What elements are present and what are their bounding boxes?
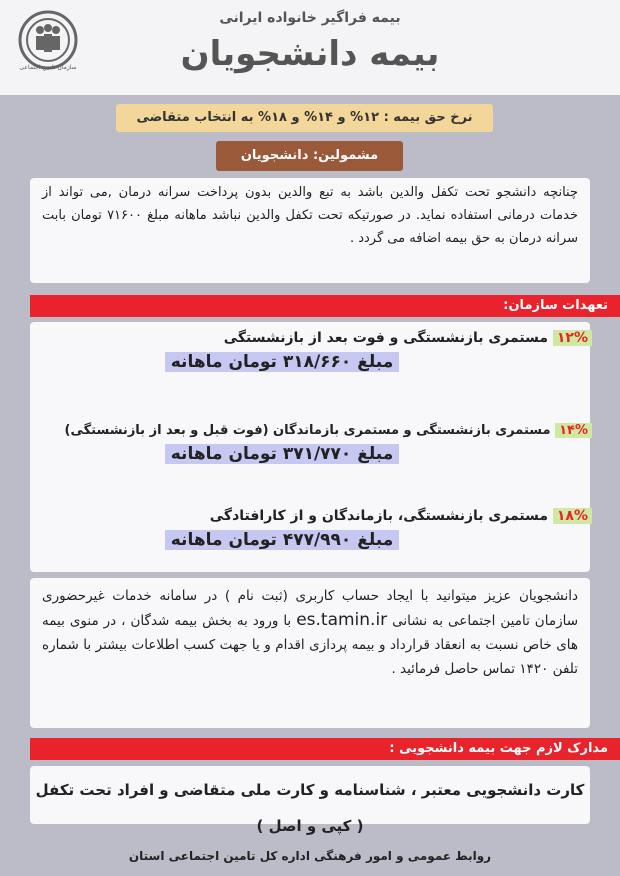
covered-box: مشمولین: دانشجویان <box>216 141 403 171</box>
header-subtitle: بیمه فراگیر خانواده ایرانی <box>219 10 401 26</box>
logo-caption: سازمان تامین اجتماعی <box>19 64 77 71</box>
intro-text: چنانچه دانشجو تحت تکفل والدین باشد به تبع والدین بدون پرداخت سرانه درمان ,می تواند از خدمات درمانی استفاده نماید. در صورتیکه تحت تکفل والدین نباشد ماهانه مبلغ ۷۱۶۰۰ تومان بابت سرانه درمان به حق بیمه اضافه می گردد . <box>42 185 578 246</box>
commitment-amount: مبلغ ۳۷۱/۷۷۰ تومان ماهانه <box>165 444 399 464</box>
commitments-heading: تعهدات سازمان: <box>30 295 620 317</box>
footer: روابط عمومی و امور فرهنگی اداره کل تامین اجتماعی استان <box>128 849 492 863</box>
page-title: بیمه دانشجویان <box>180 34 440 74</box>
commitment-percent: ۱۴% <box>555 423 592 438</box>
commitment-title: مستمری بازنشستگی و مستمری بازماندگان (فوت قبل و بعد از بازنشستگی) <box>64 423 551 438</box>
commitment-item <box>32 423 592 464</box>
commitment-item <box>32 330 592 372</box>
commitment-amount: مبلغ ۴۷۷/۹۹۰ تومان ماهانه <box>165 530 399 550</box>
header <box>0 0 620 95</box>
registration-panel <box>30 578 590 728</box>
documents-text: کارت دانشجویی معتبر ، شناسنامه و کارت ملی متقاضی و افراد تحت تکفل ( کپی و اصل ) <box>35 781 585 835</box>
registration-part2: با ورود به بخش بیمه شدگان ، در منوی بیمه های خاص نسبت به انعقاد قرارداد و بیمه پردازی اقدام و یا جهت کسب اطلاعات بیشتر با شماره تلفن ۱۴۲۰ تماس حاصل فرمائید . <box>42 613 578 677</box>
commitment-percent: ۱۸% <box>553 508 592 524</box>
registration-part1: دانشجویان عزیز میتوانید با ایجاد حساب کاربری (ثبت نام ) در سامانه خدمات غیرحضوری سازمان تامین اجتماعی به نشانی <box>42 588 579 629</box>
premium-rate-box: نرخ حق بیمه : ۱۲% و ۱۴% و ۱۸% به انتخاب متقاضی <box>116 104 493 132</box>
commitment-percent: ۱۲% <box>553 330 592 346</box>
commitment-amount: مبلغ ۳۱۸/۶۶۰ تومان ماهانه <box>165 352 399 372</box>
documents-heading: مدارک لازم جهت بیمه دانشجویی : <box>30 738 620 760</box>
intro-panel <box>30 178 590 283</box>
site-link[interactable]: es.tamin.ir <box>296 610 388 630</box>
commitment-title: مستمری بازنشستگی و فوت بعد از بازنشستگی <box>223 330 548 346</box>
registration-text <box>30 578 590 687</box>
commitment-item <box>32 508 592 550</box>
commitment-title: مستمری بازنشستگی، بازماندگان و از کارافتادگی <box>209 508 548 524</box>
